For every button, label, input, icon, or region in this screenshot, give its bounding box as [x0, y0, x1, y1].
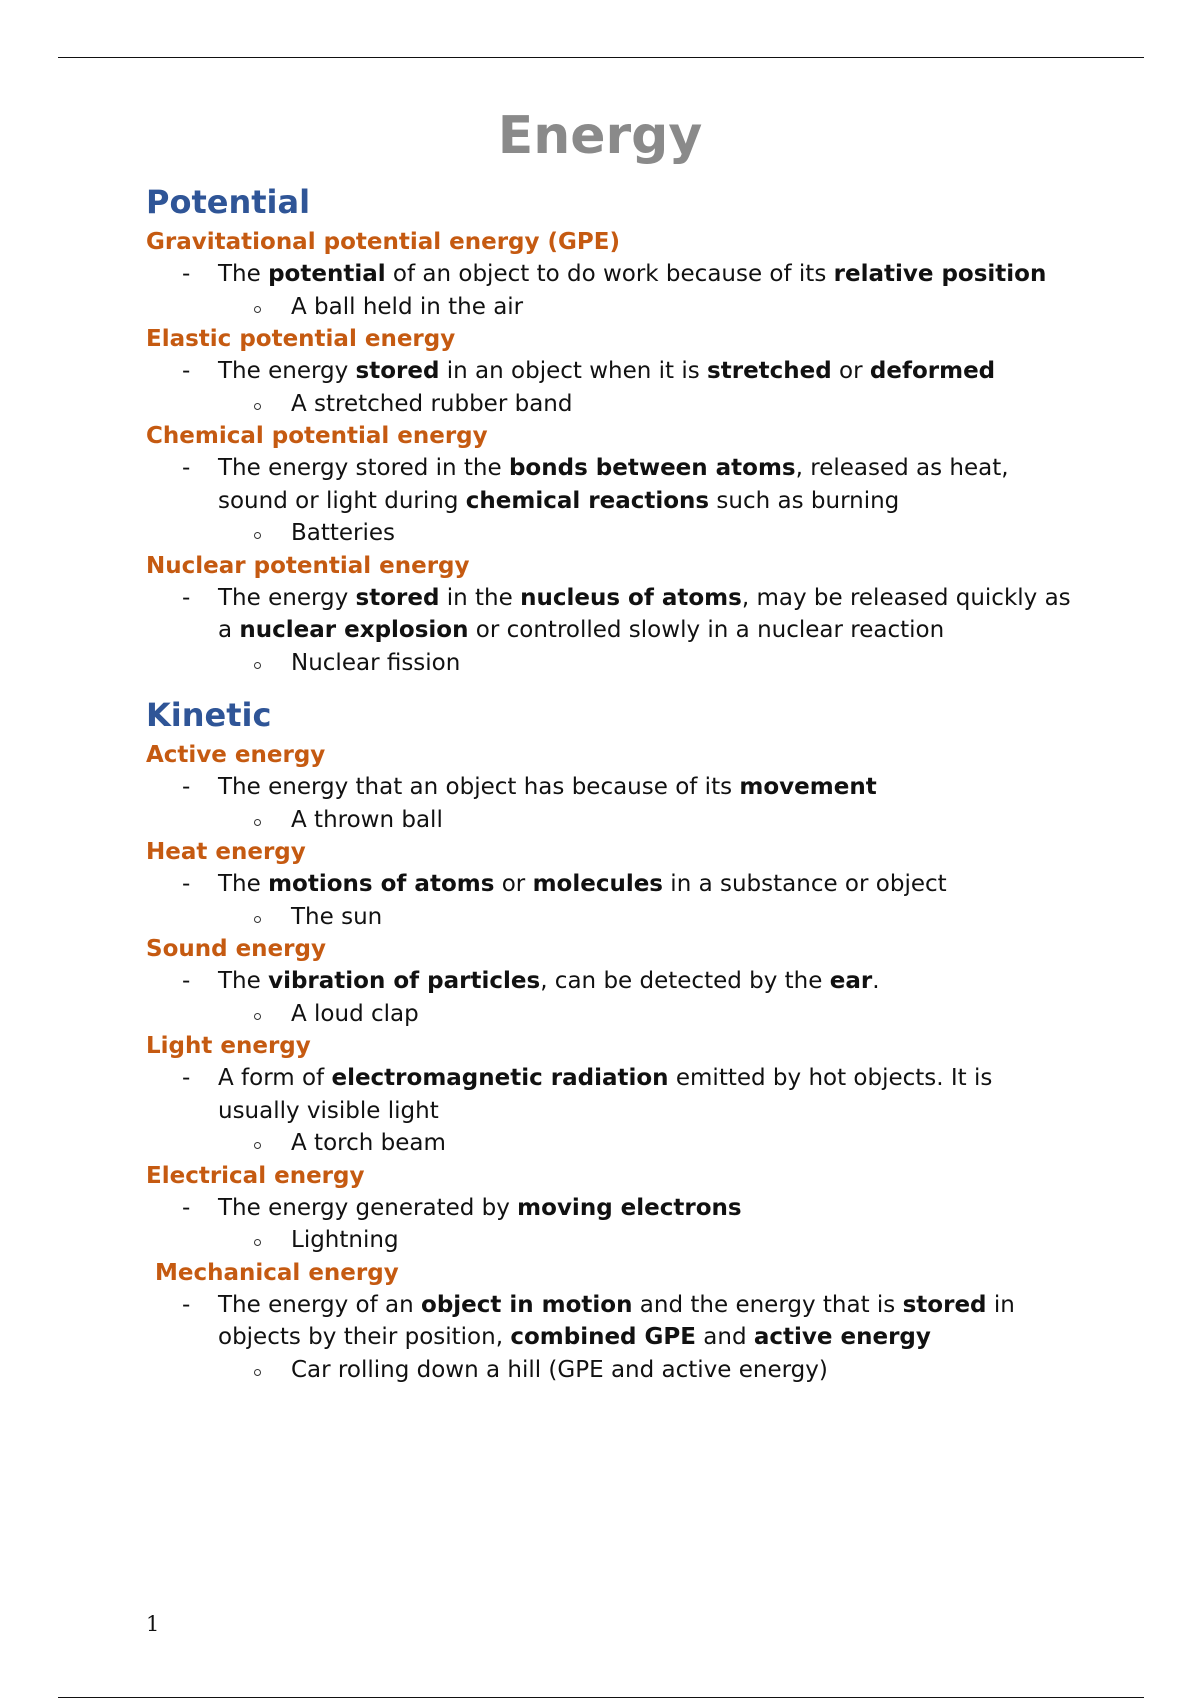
definition-text: in objects by their position,: [218, 1291, 1015, 1350]
dash-bullet-icon: -: [182, 261, 191, 287]
definition-bullet: [146, 1062, 1076, 1127]
example-bullet: [146, 388, 1076, 421]
definition-text: The: [218, 871, 269, 897]
example-bullet: [146, 804, 1076, 837]
definition-bullet: [146, 1289, 1076, 1354]
dash-bullet-icon: -: [182, 871, 191, 897]
definition-bullet: [146, 452, 1076, 517]
example-bullet: [146, 647, 1076, 680]
example-text: Lightning: [291, 1227, 399, 1253]
definition-text: A form of: [218, 1065, 332, 1091]
definition-bullet: [146, 258, 1076, 291]
circle-bullet-icon: [254, 1142, 261, 1149]
example-text: The sun: [291, 903, 383, 930]
definition-text: The energy generated by: [218, 1194, 518, 1221]
dash-bullet-icon: -: [182, 1291, 191, 1318]
circle-bullet-icon: [254, 819, 261, 826]
circle-bullet-icon: [254, 1369, 261, 1376]
definition-text: and: [695, 1324, 754, 1350]
footer-rule: [58, 1697, 1144, 1698]
definition-text: emitted by hot objects. It is usually visible light: [218, 1065, 993, 1124]
bold-term: moving electrons: [517, 1194, 742, 1221]
bold-term: movement: [739, 774, 877, 800]
example-bullet: [146, 517, 1076, 550]
dash-bullet-icon: -: [182, 584, 191, 611]
definition-text: or: [494, 871, 533, 897]
example-bullet: [146, 1224, 1076, 1257]
bold-term: combined GPE: [510, 1324, 696, 1350]
definition-text: .: [872, 968, 880, 994]
bold-term: electromagnetic radiation: [331, 1065, 669, 1091]
definition-text: such as burning: [709, 487, 900, 514]
bold-term: ear: [829, 968, 873, 994]
bold-term: nucleus of atoms: [520, 584, 742, 611]
definition-text: of an object to do work because of its: [385, 261, 834, 287]
page-number: 1: [146, 1612, 160, 1636]
section-heading: Potential: [146, 183, 311, 221]
definition-text: in an object when it is: [439, 358, 708, 384]
example-text: Batteries: [291, 520, 396, 546]
circle-bullet-icon: [254, 306, 261, 313]
bold-term: deformed: [869, 358, 996, 384]
definition-text: or: [831, 358, 870, 384]
definition-bullet: [146, 582, 1076, 647]
definition-text: or controlled slowly in a nuclear reaction: [468, 617, 945, 643]
subheading-light-energy: Light energy: [146, 1033, 311, 1059]
example-bullet: [146, 1127, 1076, 1160]
definition-text: and the energy that is: [632, 1291, 903, 1318]
example-text: A torch beam: [291, 1130, 446, 1156]
bold-term: object in motion: [421, 1291, 633, 1318]
definition-bullet: [146, 1192, 1076, 1225]
definition-text: The energy of an: [218, 1291, 422, 1318]
bold-term: potential: [268, 261, 386, 287]
section-kinetic: [146, 693, 1076, 1386]
circle-bullet-icon: [254, 1239, 261, 1246]
definition-text: in a substance or object: [663, 871, 947, 897]
bold-term: relative position: [833, 261, 1047, 287]
bold-term: stored: [355, 358, 440, 384]
dash-bullet-icon: -: [182, 774, 191, 800]
definition-text: , may be released quickly as a: [218, 584, 1071, 643]
circle-bullet-icon: [254, 1013, 261, 1020]
definition-bullet: [146, 771, 1076, 804]
bold-term: molecules: [532, 871, 663, 897]
subheading-sound-energy: Sound energy: [146, 936, 326, 962]
bold-term: nuclear explosion: [239, 617, 469, 643]
subheading-gravitational-potential-energy-gpe: Gravitational potential energy (GPE): [146, 229, 620, 255]
definition-text: The: [218, 968, 269, 994]
definition-bullet: [146, 965, 1076, 998]
subheading-heat-energy: Heat energy: [146, 839, 306, 865]
definition-text: The energy: [218, 584, 356, 611]
bold-term: stored: [902, 1291, 987, 1318]
bold-term: chemical reactions: [465, 487, 710, 514]
bold-term: active energy: [753, 1324, 931, 1350]
subheading-elastic-potential-energy: Elastic potential energy: [146, 326, 456, 352]
subheading-nuclear-potential-energy: Nuclear potential energy: [146, 552, 470, 579]
definition-text: , released as heat, sound or light during: [218, 455, 1009, 514]
example-bullet: [146, 998, 1076, 1031]
dash-bullet-icon: -: [182, 1065, 191, 1091]
definition-text: The energy: [218, 358, 356, 384]
circle-bullet-icon: [254, 916, 261, 923]
definition-text: in the: [439, 584, 521, 611]
subheading-electrical-energy: Electrical energy: [146, 1162, 365, 1189]
example-bullet: [146, 291, 1076, 324]
example-bullet: [146, 1354, 1076, 1387]
bold-term: stored: [355, 584, 440, 611]
page-title: Energy: [497, 106, 703, 166]
definition-text: The energy stored in the: [218, 455, 509, 481]
definition-text: The: [218, 261, 269, 287]
header-rule: [58, 57, 1144, 58]
definition-bullet: [146, 355, 1076, 388]
subheading-mechanical-energy: Mechanical energy: [155, 1259, 399, 1286]
example-text: A thrown ball: [291, 806, 443, 833]
dash-bullet-icon: -: [182, 968, 191, 994]
definition-text: The energy that an object has because of its: [218, 774, 740, 800]
bold-term: bonds between atoms: [508, 455, 796, 481]
example-text: A loud clap: [291, 1000, 419, 1027]
dash-bullet-icon: -: [182, 455, 191, 481]
dash-bullet-icon: -: [182, 358, 191, 384]
example-bullet: [146, 901, 1076, 934]
example-text: Nuclear fission: [291, 649, 461, 676]
circle-bullet-icon: [254, 532, 261, 539]
section-heading: Kinetic: [146, 696, 272, 734]
definition-text: , can be detected by the: [540, 968, 830, 994]
subheading-active-energy: Active energy: [146, 742, 326, 768]
dash-bullet-icon: -: [182, 1194, 191, 1221]
bold-term: vibration of particles: [268, 968, 541, 994]
bold-term: motions of atoms: [268, 871, 495, 897]
document-body: [146, 180, 1076, 1386]
circle-bullet-icon: [254, 403, 261, 410]
section-potential: [146, 180, 1076, 679]
definition-bullet: [146, 868, 1076, 901]
bold-term: stretched: [707, 358, 832, 384]
subheading-chemical-potential-energy: Chemical potential energy: [146, 423, 488, 449]
circle-bullet-icon: [254, 662, 261, 669]
example-text: A ball held in the air: [291, 293, 524, 320]
example-text: A stretched rubber band: [291, 390, 573, 417]
example-text: Car rolling down a hill (GPE and active energy): [291, 1356, 828, 1383]
